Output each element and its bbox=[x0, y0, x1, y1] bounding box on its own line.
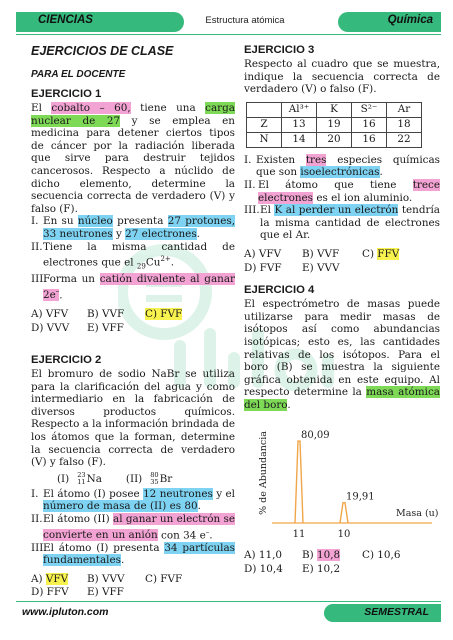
boron-mass-spectrum-chart bbox=[244, 415, 440, 543]
option-d[interactable]: D) FVF bbox=[244, 261, 282, 274]
species-table bbox=[246, 102, 422, 148]
element-symbol: Cu bbox=[145, 256, 161, 269]
item-number: II. bbox=[31, 240, 43, 253]
exercise-2-nuclides bbox=[57, 472, 235, 486]
exercise-4-title: EJERCICIO 4 bbox=[244, 284, 315, 297]
option-a[interactable]: A) VFV bbox=[244, 247, 282, 260]
highlight-atomic-mass: masa atómica del boro bbox=[244, 386, 440, 411]
header-subject: CIENCIAS bbox=[38, 14, 93, 26]
table-header-cell: K bbox=[317, 102, 352, 117]
table-header-cell: Ar bbox=[387, 102, 422, 117]
exercise-2-item-3 bbox=[31, 542, 235, 567]
exercise-1-item-2 bbox=[31, 241, 235, 274]
exercise-1-statement bbox=[31, 102, 235, 215]
option-c[interactable]: C) FVF bbox=[145, 307, 183, 320]
exercise-2-statement: El bromuro de sodio NaBr se utiliza para la clarificación del agua y como intermediario en la fabricación de diversos productos químicos. Respecto a la información brindada de los átomos que la forman, determine la secuencia correcta de verdadero (V) y falso (F). bbox=[31, 368, 235, 469]
table-header-cell: Al³⁺ bbox=[282, 102, 317, 117]
item-number: I. bbox=[31, 487, 39, 500]
item-text: El K al perder un electrón tendría la misma cantidad de electrones que el Ar. bbox=[260, 204, 440, 242]
table-row bbox=[247, 132, 422, 147]
nuclide-bromine: (II) 80 35 Br bbox=[125, 470, 173, 486]
exercise-3 bbox=[244, 44, 440, 274]
table-cell: 14 bbox=[282, 132, 317, 147]
exercise-1-title: EJERCICIO 1 bbox=[31, 88, 102, 100]
exercise-3-item-3 bbox=[244, 204, 440, 242]
exercise-3-item-1 bbox=[244, 154, 440, 179]
item-number: II. bbox=[31, 513, 43, 526]
item-text: Forma un catión divalente al ganar 2e–. bbox=[43, 273, 236, 302]
header-topic: Estructura atómica bbox=[205, 15, 285, 26]
exercise-3-options bbox=[244, 248, 440, 274]
item-text: El átomo (I) posee 12 neutrones y el número de masa de (II) es 80. bbox=[43, 487, 235, 513]
exercise-4-statement: El espectrómetro de masas puede utilizarse para medir masas de isótopos así como abundancias isotópicas; esto es, las cantidades relativas de los isótopos. Para el boro (B) se muestra la siguiente gráfica obtenida en este equipo. Al respecto determine la masa atómica del boro. bbox=[244, 298, 440, 411]
option-d[interactable]: D) 10,4 bbox=[244, 562, 283, 575]
item-text: El átomo (I) presenta 34 partículas fundamentales. bbox=[43, 541, 235, 567]
item-number: I. bbox=[31, 215, 39, 228]
table-cell: N bbox=[247, 132, 282, 147]
option-b[interactable]: B) VVF bbox=[87, 307, 125, 320]
text-run: El bbox=[31, 102, 52, 114]
text-run: y se emplea en medicina para detener ciertos tipos de cáncer por la radiación liberada que sirve para destruir tejidos cancerosos. Respecto a núclido de dicho elemento, determine la secuencia correcta de verdadero (V) y falso (F). bbox=[31, 114, 236, 215]
header-subject-badge bbox=[16, 12, 184, 32]
peak-label-11: 80,09 bbox=[301, 430, 330, 442]
table-cell: 18 bbox=[387, 117, 422, 132]
item-number: I. bbox=[244, 153, 252, 166]
option-e[interactable]: E) VFF bbox=[87, 586, 124, 599]
item-text: El átomo que tiene trece electrones es el ion aluminio. bbox=[258, 178, 440, 204]
highlight-cation: catión divalente al ganar 2e– bbox=[43, 273, 236, 302]
highlight-nucleus: núcleo bbox=[77, 215, 113, 228]
exercise-1-options bbox=[31, 308, 235, 334]
exercise-3-item-2 bbox=[244, 179, 440, 204]
option-d[interactable]: D) FFV bbox=[31, 586, 69, 599]
exercise-4-options bbox=[244, 549, 440, 575]
highlight-mass-number: número de masa de (II) es 80 bbox=[43, 500, 198, 513]
table-row bbox=[247, 117, 422, 132]
footer-divider bbox=[16, 601, 441, 602]
text-run: tiene una bbox=[130, 102, 206, 114]
x-tick-label: 11 bbox=[292, 529, 306, 541]
option-b[interactable]: B) VVF bbox=[302, 247, 340, 260]
table-cell: 19 bbox=[317, 117, 352, 132]
option-e[interactable]: E) VVV bbox=[302, 261, 340, 274]
option-d[interactable]: D) VVV bbox=[31, 321, 70, 334]
y-axis-label: % de Abundancia bbox=[258, 431, 269, 516]
highlight-particles: 34 partículas fundamentales bbox=[43, 541, 235, 567]
highlight-nuclear-charge: carga nuclear de 27 bbox=[31, 102, 235, 127]
option-b[interactable]: B) 10,8 bbox=[302, 549, 341, 562]
option-a[interactable]: A) VFV bbox=[31, 572, 69, 585]
exercise-3-statement: Respecto al cuadro que se muestra, indique la secuencia correcta de verdadero (V) o falso (F). bbox=[244, 58, 440, 96]
option-c[interactable]: C) FVF bbox=[145, 572, 183, 585]
item-text: El átomo (II) al ganar un electrón se convierte en un anión con 34 e–. bbox=[43, 513, 235, 542]
item-number: II. bbox=[244, 178, 256, 191]
header-divider bbox=[16, 34, 441, 35]
x-axis-label: Masa (u) bbox=[396, 508, 439, 520]
ion-charge: 2+ bbox=[160, 255, 171, 264]
table-cell: Z bbox=[247, 117, 282, 132]
option-a[interactable]: A) VFV bbox=[31, 307, 69, 320]
left-column bbox=[31, 44, 235, 599]
exercise-1-item-3 bbox=[31, 273, 235, 302]
highlight-potassium: K al perder un electrón bbox=[274, 204, 399, 217]
option-b[interactable]: B) VVV bbox=[87, 572, 125, 585]
item-number: III. bbox=[244, 204, 260, 217]
exercise-2-item-2 bbox=[31, 513, 235, 542]
table-header-cell bbox=[247, 102, 282, 117]
highlight-anion: al ganar un electrón se convierte en un anión bbox=[43, 513, 235, 542]
highlight-isoelectronic: isoelectrónicas bbox=[300, 166, 380, 179]
item-number: III. bbox=[31, 273, 47, 286]
peak-mass-10 bbox=[340, 503, 348, 523]
header-course: Química bbox=[387, 14, 433, 26]
exercise-3-title: EJERCICIO 3 bbox=[244, 44, 315, 56]
x-tick-label: 10 bbox=[337, 529, 351, 541]
exercise-1 bbox=[31, 88, 235, 334]
item-number: III. bbox=[31, 541, 47, 554]
highlight-neutrons: 33 neutrones bbox=[43, 227, 113, 240]
footer-cycle-badge bbox=[324, 604, 441, 622]
highlight-neutrons: 12 neutrones bbox=[143, 487, 213, 500]
table-cell: 13 bbox=[282, 117, 317, 132]
peak-mass-11 bbox=[295, 442, 303, 524]
peak-label-10: 19,91 bbox=[346, 492, 375, 504]
highlight-cobalt: cobalto – 60, bbox=[51, 102, 131, 114]
highlight-protons: 27 protones, bbox=[167, 215, 235, 228]
highlight-thirteen-electrons: trece electrones bbox=[258, 178, 440, 204]
exercise-2-title: EJERCICIO 2 bbox=[31, 354, 102, 367]
highlight-three: tres bbox=[305, 153, 327, 166]
option-c[interactable]: C) FFV bbox=[362, 247, 400, 260]
atomic-number: 29 bbox=[136, 262, 146, 271]
item-text: Existen tres especies químicas que son isoelectrónicas. bbox=[256, 153, 441, 179]
right-column bbox=[244, 44, 440, 575]
item-text: En su núcleo presenta 27 protones, 33 neutrones y 27 electrones. bbox=[43, 215, 235, 240]
table-cell: 22 bbox=[387, 132, 422, 147]
nuclide-sodium: (I) 23 11 Na bbox=[57, 470, 102, 486]
item-text: Tiene la misma cantidad de electrones que el $_{29}Cu^{2+}$. bbox=[43, 240, 235, 271]
highlight-electrons: 27 electrones bbox=[125, 227, 197, 240]
footer-website-link[interactable]: www.ipluton.com bbox=[22, 606, 109, 618]
exercise-2-item-1 bbox=[31, 488, 235, 513]
table-header-cell: S²⁻ bbox=[352, 102, 387, 117]
table-cell: 16 bbox=[352, 117, 387, 132]
option-e[interactable]: E) 10,2 bbox=[302, 562, 341, 575]
exercise-2 bbox=[31, 354, 235, 599]
option-a[interactable]: A) 11,0 bbox=[244, 549, 282, 562]
option-e[interactable]: E) VFF bbox=[87, 321, 124, 334]
exercise-2-options bbox=[31, 573, 235, 599]
section-subtitle: PARA EL DOCENTE bbox=[31, 69, 126, 80]
option-c[interactable]: C) 10,6 bbox=[362, 549, 401, 562]
section-title: EJERCICIOS DE CLASE bbox=[31, 44, 174, 58]
exercise-1-item-1 bbox=[31, 215, 235, 240]
exercise-4 bbox=[244, 284, 440, 575]
footer-cycle: SEMESTRAL bbox=[364, 606, 429, 618]
table-cell: 20 bbox=[317, 132, 352, 147]
header-course-badge bbox=[338, 12, 441, 32]
table-cell: 16 bbox=[352, 132, 387, 147]
table-header-row bbox=[247, 102, 422, 117]
